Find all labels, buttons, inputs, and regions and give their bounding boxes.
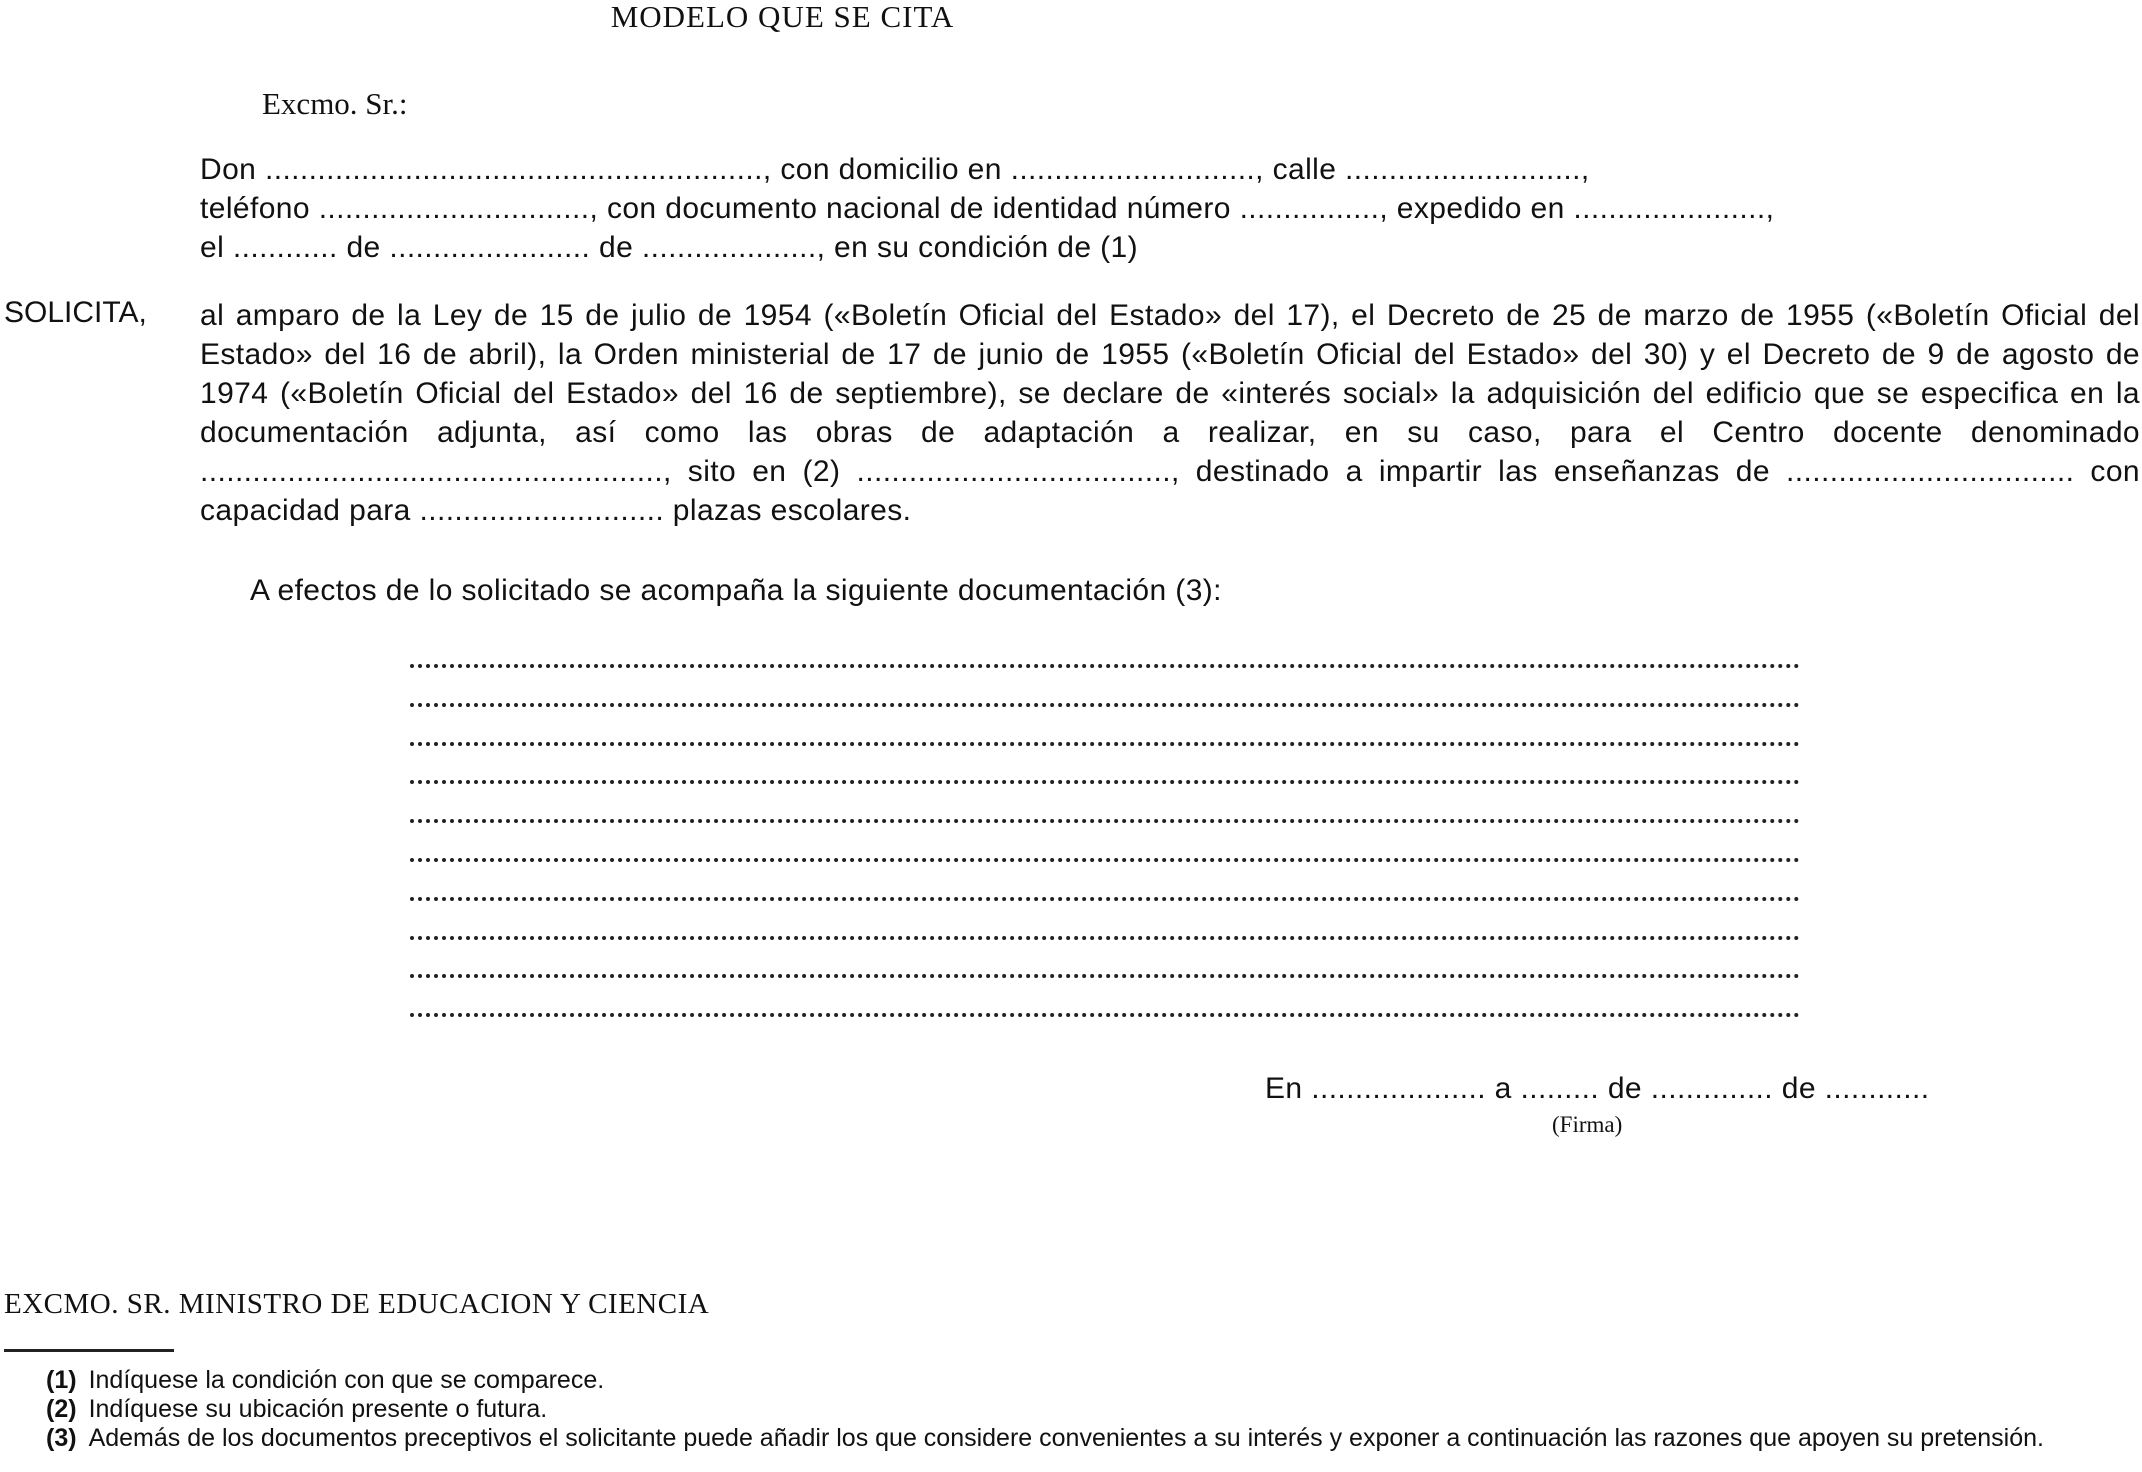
document-title: MODELO QUE SE CITA (610, 0, 955, 34)
fill-in-line[interactable] (410, 974, 1800, 978)
footnotes (4, 1366, 2134, 1453)
salutation: Excmo. Sr.: (262, 86, 408, 121)
fill-in-line[interactable] (410, 780, 1800, 784)
footnote (4, 1366, 2134, 1395)
footnote (4, 1395, 2134, 1424)
footnote (4, 1424, 2134, 1453)
applicant-paragraph (200, 150, 2140, 267)
applicant-line-2: teléfono ..............................., con documento nacional de identidad número ................, expedido en ......................, (200, 192, 1775, 225)
addressee: EXCMO. SR. MINISTRO DE EDUCACION Y CIENCIA (4, 1288, 710, 1320)
solicita-label: SOLICITA, (4, 296, 147, 329)
footnote-mark: (2) (46, 1395, 77, 1423)
documents-intro: A efectos de lo solicitado se acompaña la siguiente documentación (3): (250, 574, 1222, 607)
fill-in-line[interactable] (410, 1013, 1800, 1017)
applicant-line-3: el ............ de ....................... de ...................., en su condición de (1) (200, 231, 1139, 264)
footnote-divider (4, 1349, 174, 1352)
signature-label: (Firma) (1552, 1112, 1623, 1137)
place-date-line: En .................... a ......... de .............. de ............ (1265, 1072, 1930, 1105)
fill-in-line[interactable] (410, 819, 1800, 823)
solicita-paragraph: al amparo de la Ley de 15 de julio de 1954 («Boletín Oficial del Estado» del 17), el Decreto de 25 de marzo de 1955 («Boletín Oficial del Estado» del 16 de abril), la Orden ministerial de 17 de junio de 1955 («Boletín Oficial del Estado» del 30) y el Decreto de 9 de agosto de 1974 («Boletín Oficial del Estado» del 16 de septiembre), se declare de «interés social» la adquisición del edificio que se especifica en la documentación adjunta, así como las obras de adaptación a realizar, en su caso, para el Centro docente denominado ....................................................., sito en (2) ...................................., destinado a impartir las enseñanzas de ................................. con capacidad para ............................ plazas escolares. (200, 299, 2140, 527)
footnote-text: Indíquese su ubicación presente o futura. (88, 1395, 548, 1423)
footnote-mark: (1) (46, 1366, 77, 1394)
fill-in-line[interactable] (410, 703, 1800, 707)
footnote-text: Además de los documentos preceptivos el solicitante puede añadir los que considere convenientes a su interés y exponer a continuación las razones que apoyen su pretensión. (88, 1424, 2044, 1452)
fill-in-line[interactable] (410, 897, 1800, 901)
fill-in-line[interactable] (410, 664, 1800, 668)
footnote-text: Indíquese la condición con que se comparece. (88, 1366, 605, 1394)
applicant-line-1: Don ........................................................., con domicilio en ............................, calle ..........................., (200, 153, 1590, 186)
fill-in-line[interactable] (410, 742, 1800, 746)
fill-in-line[interactable] (410, 936, 1800, 940)
footnote-mark: (3) (46, 1424, 77, 1452)
fill-in-line[interactable] (410, 858, 1800, 862)
